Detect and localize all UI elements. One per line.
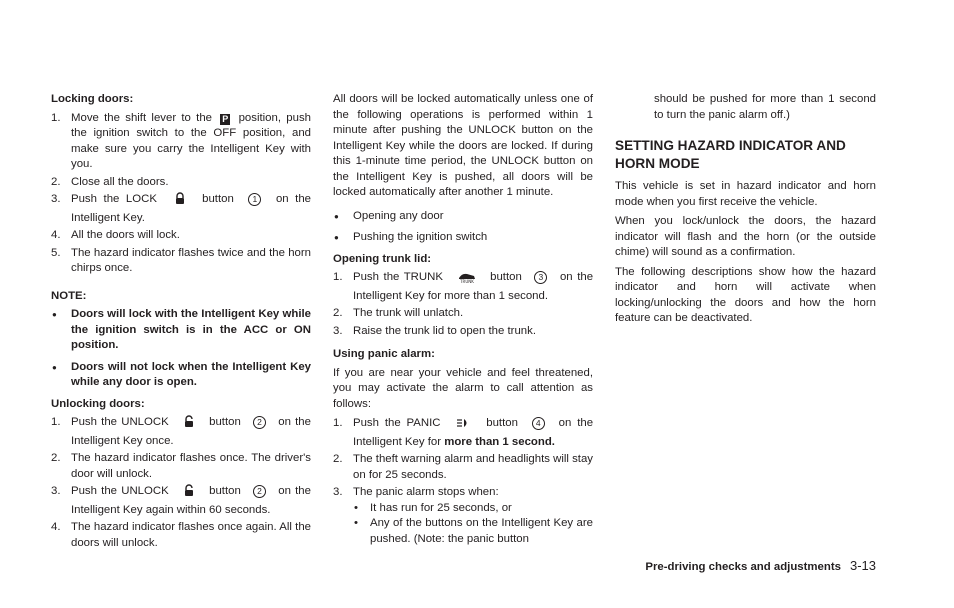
- column-2: [333, 92, 593, 551]
- step-text: The hazard indicator flashes twice and the horn chirps once.: [71, 246, 311, 274]
- list-item: • It has run for 25 seconds, or: [353, 501, 593, 517]
- list-item: [333, 306, 593, 322]
- step-text: Push the PANIC: [353, 417, 441, 429]
- step-number: 2.: [333, 307, 343, 319]
- step-text: position, push the ignition switch to the OFF position, and make sure you carry the Intelligent Key with you.: [71, 111, 311, 170]
- step-text: button: [202, 193, 234, 205]
- step-number: 5.: [51, 246, 61, 259]
- list-item: ● Doors will not lock when the Intelligent Key while any door is open.: [51, 360, 311, 391]
- opening-trunk-heading: Opening trunk lid:: [333, 252, 432, 265]
- step-text: The theft warning alarm and headlights will stay on for 25 seconds.: [353, 453, 593, 481]
- trunk-icon: [458, 271, 476, 289]
- step-number: 2.: [51, 175, 61, 188]
- park-position-icon: P: [222, 113, 229, 124]
- callout-number: 2: [253, 485, 266, 498]
- list-item: [51, 484, 311, 518]
- callout-number: 4: [532, 417, 545, 430]
- stop-conditions: [353, 501, 593, 548]
- step-text-bold: more than 1 second.: [444, 435, 555, 448]
- step-text: Push the UNLOCK: [71, 485, 169, 497]
- step-number: 1.: [51, 111, 61, 124]
- step-number: 4.: [51, 521, 61, 533]
- step-text: button: [490, 271, 522, 283]
- note-heading: NOTE:: [51, 289, 87, 302]
- callout-number: 1: [248, 193, 261, 206]
- svg-text:TRUNK: TRUNK: [459, 279, 474, 283]
- section-title-line: HORN MODE: [615, 156, 700, 171]
- continuation-text: should be pushed for more than 1 second to turn the panic alarm off.): [654, 93, 876, 121]
- column-1: [51, 92, 311, 555]
- step-text: button: [209, 416, 241, 428]
- section-title-line: SETTING HAZARD INDICATOR AND: [615, 138, 846, 153]
- list-item: [51, 451, 311, 482]
- list-item: [333, 485, 593, 547]
- list-item: [333, 416, 593, 450]
- step-number: 2.: [51, 452, 61, 464]
- list-item: [51, 520, 311, 551]
- step-text: The trunk will unlatch.: [353, 307, 464, 319]
- list-item: [333, 452, 593, 483]
- note-list: [51, 307, 311, 391]
- panic-icon: [456, 417, 470, 435]
- step-text: The panic alarm stops when:: [353, 486, 499, 498]
- step-number: 3.: [51, 193, 61, 205]
- step-text: The hazard indicator flashes once again. All the doors will unlock.: [71, 521, 311, 549]
- list-item: [333, 270, 593, 304]
- page-footer: [645, 558, 876, 576]
- column-3: [615, 92, 876, 331]
- locking-steps: [51, 111, 311, 277]
- step-text: The hazard indicator flashes once. The driver's door will unlock.: [71, 452, 311, 480]
- body-paragraph: The following descriptions show how the hazard indicator and horn will activate when locking/unlocking the doors and how the horn feature can be deactivated.: [615, 265, 876, 324]
- unlock-icon: [183, 484, 195, 503]
- unlocking-steps: [51, 415, 311, 551]
- lock-icon: [174, 192, 186, 211]
- panic-intro: If you are near your vehicle and feel threatened, you may activate the alarm to call attention as follows:: [333, 366, 593, 410]
- step-number: 1.: [333, 271, 343, 283]
- locking-doors-heading: Locking doors:: [51, 93, 134, 105]
- step-text: on the Intelligent Key for: [353, 417, 594, 448]
- step-text: Move the shift lever to the: [71, 111, 213, 124]
- list-item: [51, 175, 311, 191]
- unlocking-doors-heading: Unlocking doors:: [51, 397, 145, 410]
- panic-steps: [333, 416, 593, 547]
- body-paragraph: This vehicle is set in hazard indicator and horn mode when you first receive the vehicle.: [615, 180, 876, 208]
- callout-number: 3: [534, 271, 547, 284]
- trunk-steps: [333, 270, 593, 339]
- unlock-icon: [183, 415, 195, 434]
- step-number: 3.: [333, 486, 343, 498]
- step-text: on the Intelligent Key for more than 1 second.: [353, 271, 594, 302]
- list-item: [51, 246, 311, 277]
- list-item: [51, 228, 311, 244]
- step-text: All the doors will lock.: [71, 229, 180, 241]
- auto-lock-paragraph: All doors will be locked automatically unless one of the following operations is performed within 1 minute after pushing the UNLOCK button on the Intelligent Key while the doors are locked. If during this 1-minute time period, the UNLOCK button on the Intelligent Key is pushed, all doors will be locked automatically after another 1 minute.: [333, 93, 593, 198]
- list-item: [51, 192, 311, 226]
- list-item: ● Pushing the ignition switch: [333, 230, 593, 246]
- footer-section-title: Pre-driving checks and adjustments: [645, 561, 841, 573]
- step-number: 2.: [333, 453, 343, 465]
- list-item: ● Doors will lock with the Intelligent Key while the ignition switch is in the ACC or ON position.: [51, 307, 311, 354]
- list-item: [51, 111, 311, 173]
- step-text: button: [209, 485, 241, 497]
- body-paragraph: When you lock/unlock the doors, the hazard indicator will flash and the horn (or the outside chime) will sound as a confirmation.: [615, 215, 876, 258]
- list-item: [51, 415, 311, 449]
- step-number: 3.: [51, 485, 61, 497]
- section-title: [615, 137, 876, 173]
- step-text: on the Intelligent Key again within 60 seconds.: [71, 485, 311, 516]
- step-text: on the Intelligent Key once.: [71, 416, 311, 447]
- list-item: ● Opening any door: [333, 209, 593, 225]
- step-text: Push the UNLOCK: [71, 416, 169, 428]
- step-text: Push the TRUNK: [353, 271, 443, 283]
- step-number: 1.: [333, 417, 343, 429]
- step-text: Raise the trunk lid to open the trunk.: [353, 324, 536, 337]
- step-number: 1.: [51, 416, 61, 428]
- step-text: on the Intelligent Key.: [71, 193, 312, 224]
- page-number: 3-13: [849, 558, 876, 573]
- list-item: • Any of the buttons on the Intelligent Key are pushed. (Note: the panic button: [353, 516, 593, 547]
- step-number: 4.: [51, 229, 61, 241]
- callout-number: 2: [253, 416, 266, 429]
- panic-alarm-heading: Using panic alarm:: [333, 348, 435, 360]
- step-text: Push the LOCK: [71, 193, 157, 205]
- list-item: [333, 324, 593, 340]
- auto-lock-exceptions: [333, 209, 593, 246]
- step-number: 3.: [333, 324, 343, 337]
- step-text: button: [486, 417, 518, 429]
- step-text: Close all the doors.: [71, 175, 169, 188]
